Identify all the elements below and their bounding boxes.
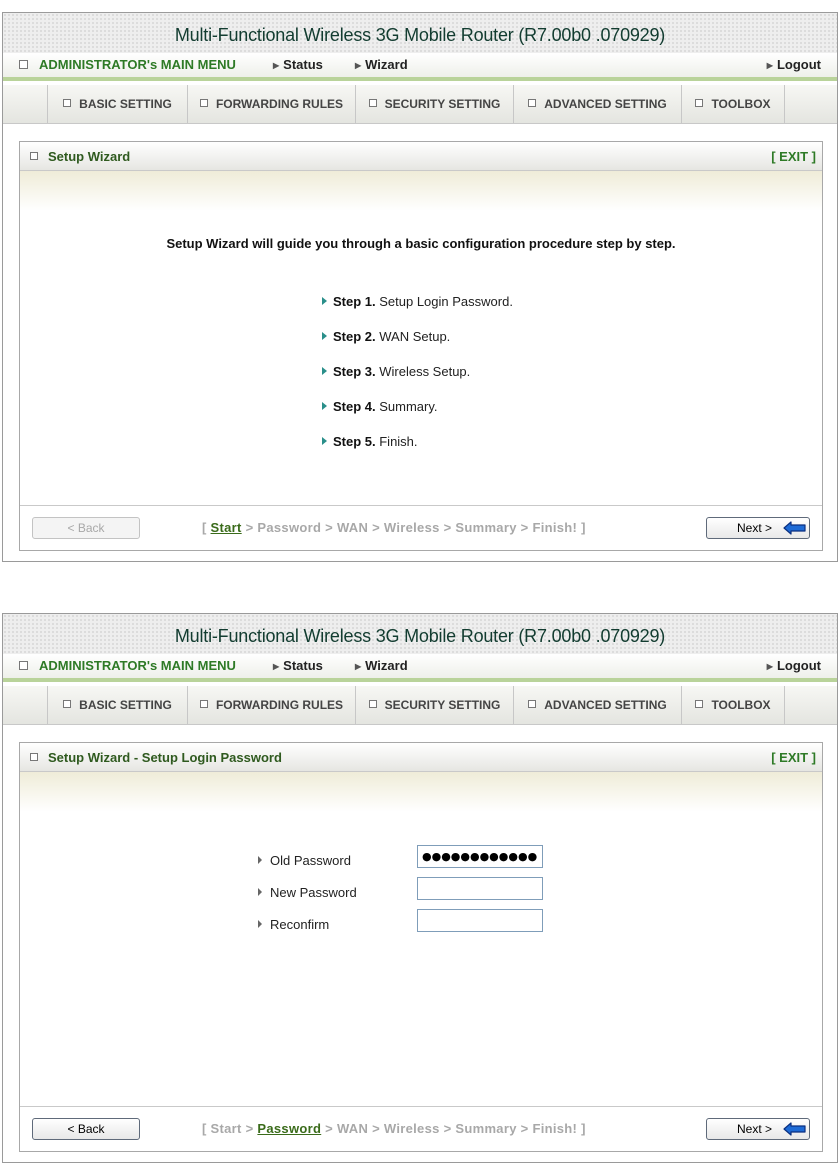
list-item: [322, 399, 438, 414]
settings-tab-bar: [3, 686, 837, 725]
triangle-bullet-icon: [322, 437, 327, 445]
arrow-right-icon: [258, 920, 262, 928]
wizard-menu-item[interactable]: [355, 658, 408, 673]
tab-label: BASIC SETTING: [79, 97, 172, 111]
settings-tab-bar: [3, 85, 837, 124]
step-number: Step 1.: [333, 294, 376, 309]
tab-bullet-icon: [63, 700, 71, 708]
reconfirm-label: [258, 917, 329, 932]
panel-header: [20, 743, 822, 772]
status-label: Status: [283, 57, 323, 72]
setup-password-panel: [19, 742, 823, 1152]
field-label-text: New Password: [270, 885, 357, 900]
old-password-field[interactable]: ●●●●●●●●●●●●: [417, 845, 543, 868]
triangle-bullet-icon: [322, 332, 327, 340]
triangle-bullet-icon: [322, 367, 327, 375]
step-text: Wireless Setup.: [375, 364, 471, 379]
status-menu-item[interactable]: [273, 57, 323, 72]
field-label-text: Old Password: [270, 853, 351, 868]
wizard-start-screen: [2, 12, 838, 562]
arrow-right-icon: ▶: [355, 61, 362, 70]
breadcrumb-summary: Summary: [455, 520, 517, 535]
tab-label: BASIC SETTING: [79, 698, 172, 712]
left-arrow-icon: [783, 1122, 807, 1136]
breadcrumb-start: Start: [210, 520, 242, 535]
wizard-password-screen: [2, 613, 838, 1163]
step-number: Step 3.: [333, 364, 376, 379]
exit-link[interactable]: [ EXIT ]: [771, 149, 816, 164]
wizard-intro-text: Setup Wizard will guide you through a basic configuration procedure step by step.: [166, 236, 676, 251]
logout-link[interactable]: [767, 658, 821, 673]
logout-link[interactable]: [767, 57, 821, 72]
wizard-progress-breadcrumb: [ Start > Password > WAN > Wireless > Summary > Finish! ]: [202, 1121, 586, 1136]
admin-main-menu-link[interactable]: ADMINISTRATOR's MAIN MENU: [39, 57, 236, 72]
tab-bullet-icon: [695, 99, 703, 107]
window-title: Multi-Functional Wireless 3G Mobile Router (R7.00b0 .070929): [174, 626, 666, 646]
breadcrumb-password: Password: [257, 1121, 322, 1136]
setup-wizard-panel: [19, 141, 823, 551]
step-number: Step 4.: [333, 399, 376, 414]
admin-main-menu-link[interactable]: ADMINISTRATOR's MAIN MENU: [39, 658, 236, 673]
breadcrumb-wan: WAN: [336, 1121, 369, 1136]
list-item: [322, 329, 450, 344]
tab-advanced-setting[interactable]: [513, 85, 681, 123]
panel-title: Setup Wizard: [48, 149, 131, 164]
tab-basic-setting[interactable]: [47, 85, 187, 123]
logout-label: Logout: [776, 658, 821, 673]
header-gradient-band: [20, 171, 822, 211]
list-item: [322, 434, 418, 449]
back-button[interactable]: < Back: [32, 1118, 140, 1140]
wizard-footer: [20, 1106, 822, 1151]
tab-label: TOOLBOX: [711, 698, 771, 712]
breadcrumb-finish: Finish!: [532, 1121, 578, 1136]
tab-bullet-icon: [528, 99, 536, 107]
tab-label: FORWARDING RULES: [215, 698, 344, 712]
panel-bullet-icon: [30, 753, 38, 761]
tab-label: FORWARDING RULES: [215, 97, 344, 111]
header-gradient-band: [20, 772, 822, 812]
step-text: Summary.: [375, 399, 438, 414]
panel-bullet-icon: [30, 152, 38, 160]
arrow-right-icon: ▶: [273, 61, 280, 70]
arrow-right-icon: ▶: [766, 662, 773, 671]
title-bar: [3, 614, 837, 654]
tab-bullet-icon: [63, 99, 71, 107]
tab-label: SECURITY SETTING: [384, 698, 501, 712]
tab-label: TOOLBOX: [711, 97, 771, 111]
tab-bullet-icon: [528, 700, 536, 708]
new-password-label: [258, 885, 357, 900]
tab-advanced-setting[interactable]: [513, 686, 681, 724]
menu-bullet-icon: [19, 60, 28, 69]
breadcrumb-wireless: Wireless: [383, 520, 440, 535]
next-label: Next >: [737, 521, 773, 535]
breadcrumb-wan: WAN: [336, 520, 369, 535]
arrow-right-icon: ▶: [355, 662, 362, 671]
main-menu-bar: [3, 654, 837, 682]
arrow-right-icon: [258, 856, 262, 864]
exit-link[interactable]: [ EXIT ]: [771, 750, 816, 765]
tab-security-setting[interactable]: [355, 85, 513, 123]
step-number: Step 2.: [333, 329, 376, 344]
breadcrumb-bracket: ]: [577, 1121, 586, 1136]
tab-label: SECURITY SETTING: [384, 97, 501, 111]
breadcrumb-bracket: [: [202, 520, 211, 535]
left-arrow-icon: [783, 521, 807, 535]
wizard-label: Wizard: [365, 57, 408, 72]
tab-bullet-icon: [200, 700, 208, 708]
step-text: Setup Login Password.: [375, 294, 513, 309]
field-label-text: Reconfirm: [270, 917, 330, 932]
status-menu-item[interactable]: [273, 658, 323, 673]
status-label: Status: [283, 658, 323, 673]
wizard-progress-breadcrumb: [ Start > Password > WAN > Wireless > Summary > Finish! ]: [202, 520, 586, 535]
wizard-label: Wizard: [365, 658, 408, 673]
next-button[interactable]: [706, 1118, 810, 1140]
tab-bullet-icon: [695, 700, 703, 708]
breadcrumb-summary: Summary: [455, 1121, 517, 1136]
breadcrumb-bracket: ]: [577, 520, 586, 535]
tab-forwarding-rules[interactable]: [187, 85, 355, 123]
next-button[interactable]: [706, 517, 810, 539]
next-label: Next >: [737, 1122, 773, 1136]
tab-toolbox[interactable]: [681, 686, 785, 724]
tab-toolbox[interactable]: [681, 85, 785, 123]
panel-header: [20, 142, 822, 171]
menu-bullet-icon: [19, 661, 28, 670]
tab-label: ADVANCED SETTING: [544, 698, 667, 712]
arrow-right-icon: ▶: [766, 61, 773, 70]
arrow-right-icon: ▶: [273, 662, 280, 671]
panel-title: Setup Wizard - Setup Login Password: [48, 750, 282, 765]
tab-bullet-icon: [200, 99, 208, 107]
back-button[interactable]: < Back: [32, 517, 140, 539]
breadcrumb-start: Start: [210, 1121, 242, 1136]
step-number: Step 5.: [333, 434, 376, 449]
tab-bullet-icon: [369, 700, 377, 708]
new-password-field[interactable]: [417, 877, 543, 900]
window-title: Multi-Functional Wireless 3G Mobile Router (R7.00b0 .070929): [174, 25, 666, 45]
tab-label: ADVANCED SETTING: [544, 97, 667, 111]
wizard-footer: [20, 505, 822, 550]
breadcrumb-password: Password: [257, 520, 322, 535]
logout-label: Logout: [776, 57, 821, 72]
tab-forwarding-rules[interactable]: [187, 686, 355, 724]
list-item: [322, 364, 470, 379]
tab-bullet-icon: [369, 99, 377, 107]
tab-security-setting[interactable]: [355, 686, 513, 724]
triangle-bullet-icon: [322, 402, 327, 410]
wizard-menu-item[interactable]: [355, 57, 408, 72]
title-bar: [3, 13, 837, 53]
triangle-bullet-icon: [322, 297, 327, 305]
old-password-label: [258, 853, 351, 868]
breadcrumb-finish: Finish!: [532, 520, 578, 535]
main-menu-bar: [3, 53, 837, 81]
step-text: Finish.: [375, 434, 418, 449]
breadcrumb-bracket: [: [202, 1121, 211, 1136]
breadcrumb-wireless: Wireless: [383, 1121, 440, 1136]
arrow-right-icon: [258, 888, 262, 896]
list-item: [322, 294, 513, 309]
tab-basic-setting[interactable]: [47, 686, 187, 724]
reconfirm-password-field[interactable]: [417, 909, 543, 932]
step-text: WAN Setup.: [375, 329, 451, 344]
